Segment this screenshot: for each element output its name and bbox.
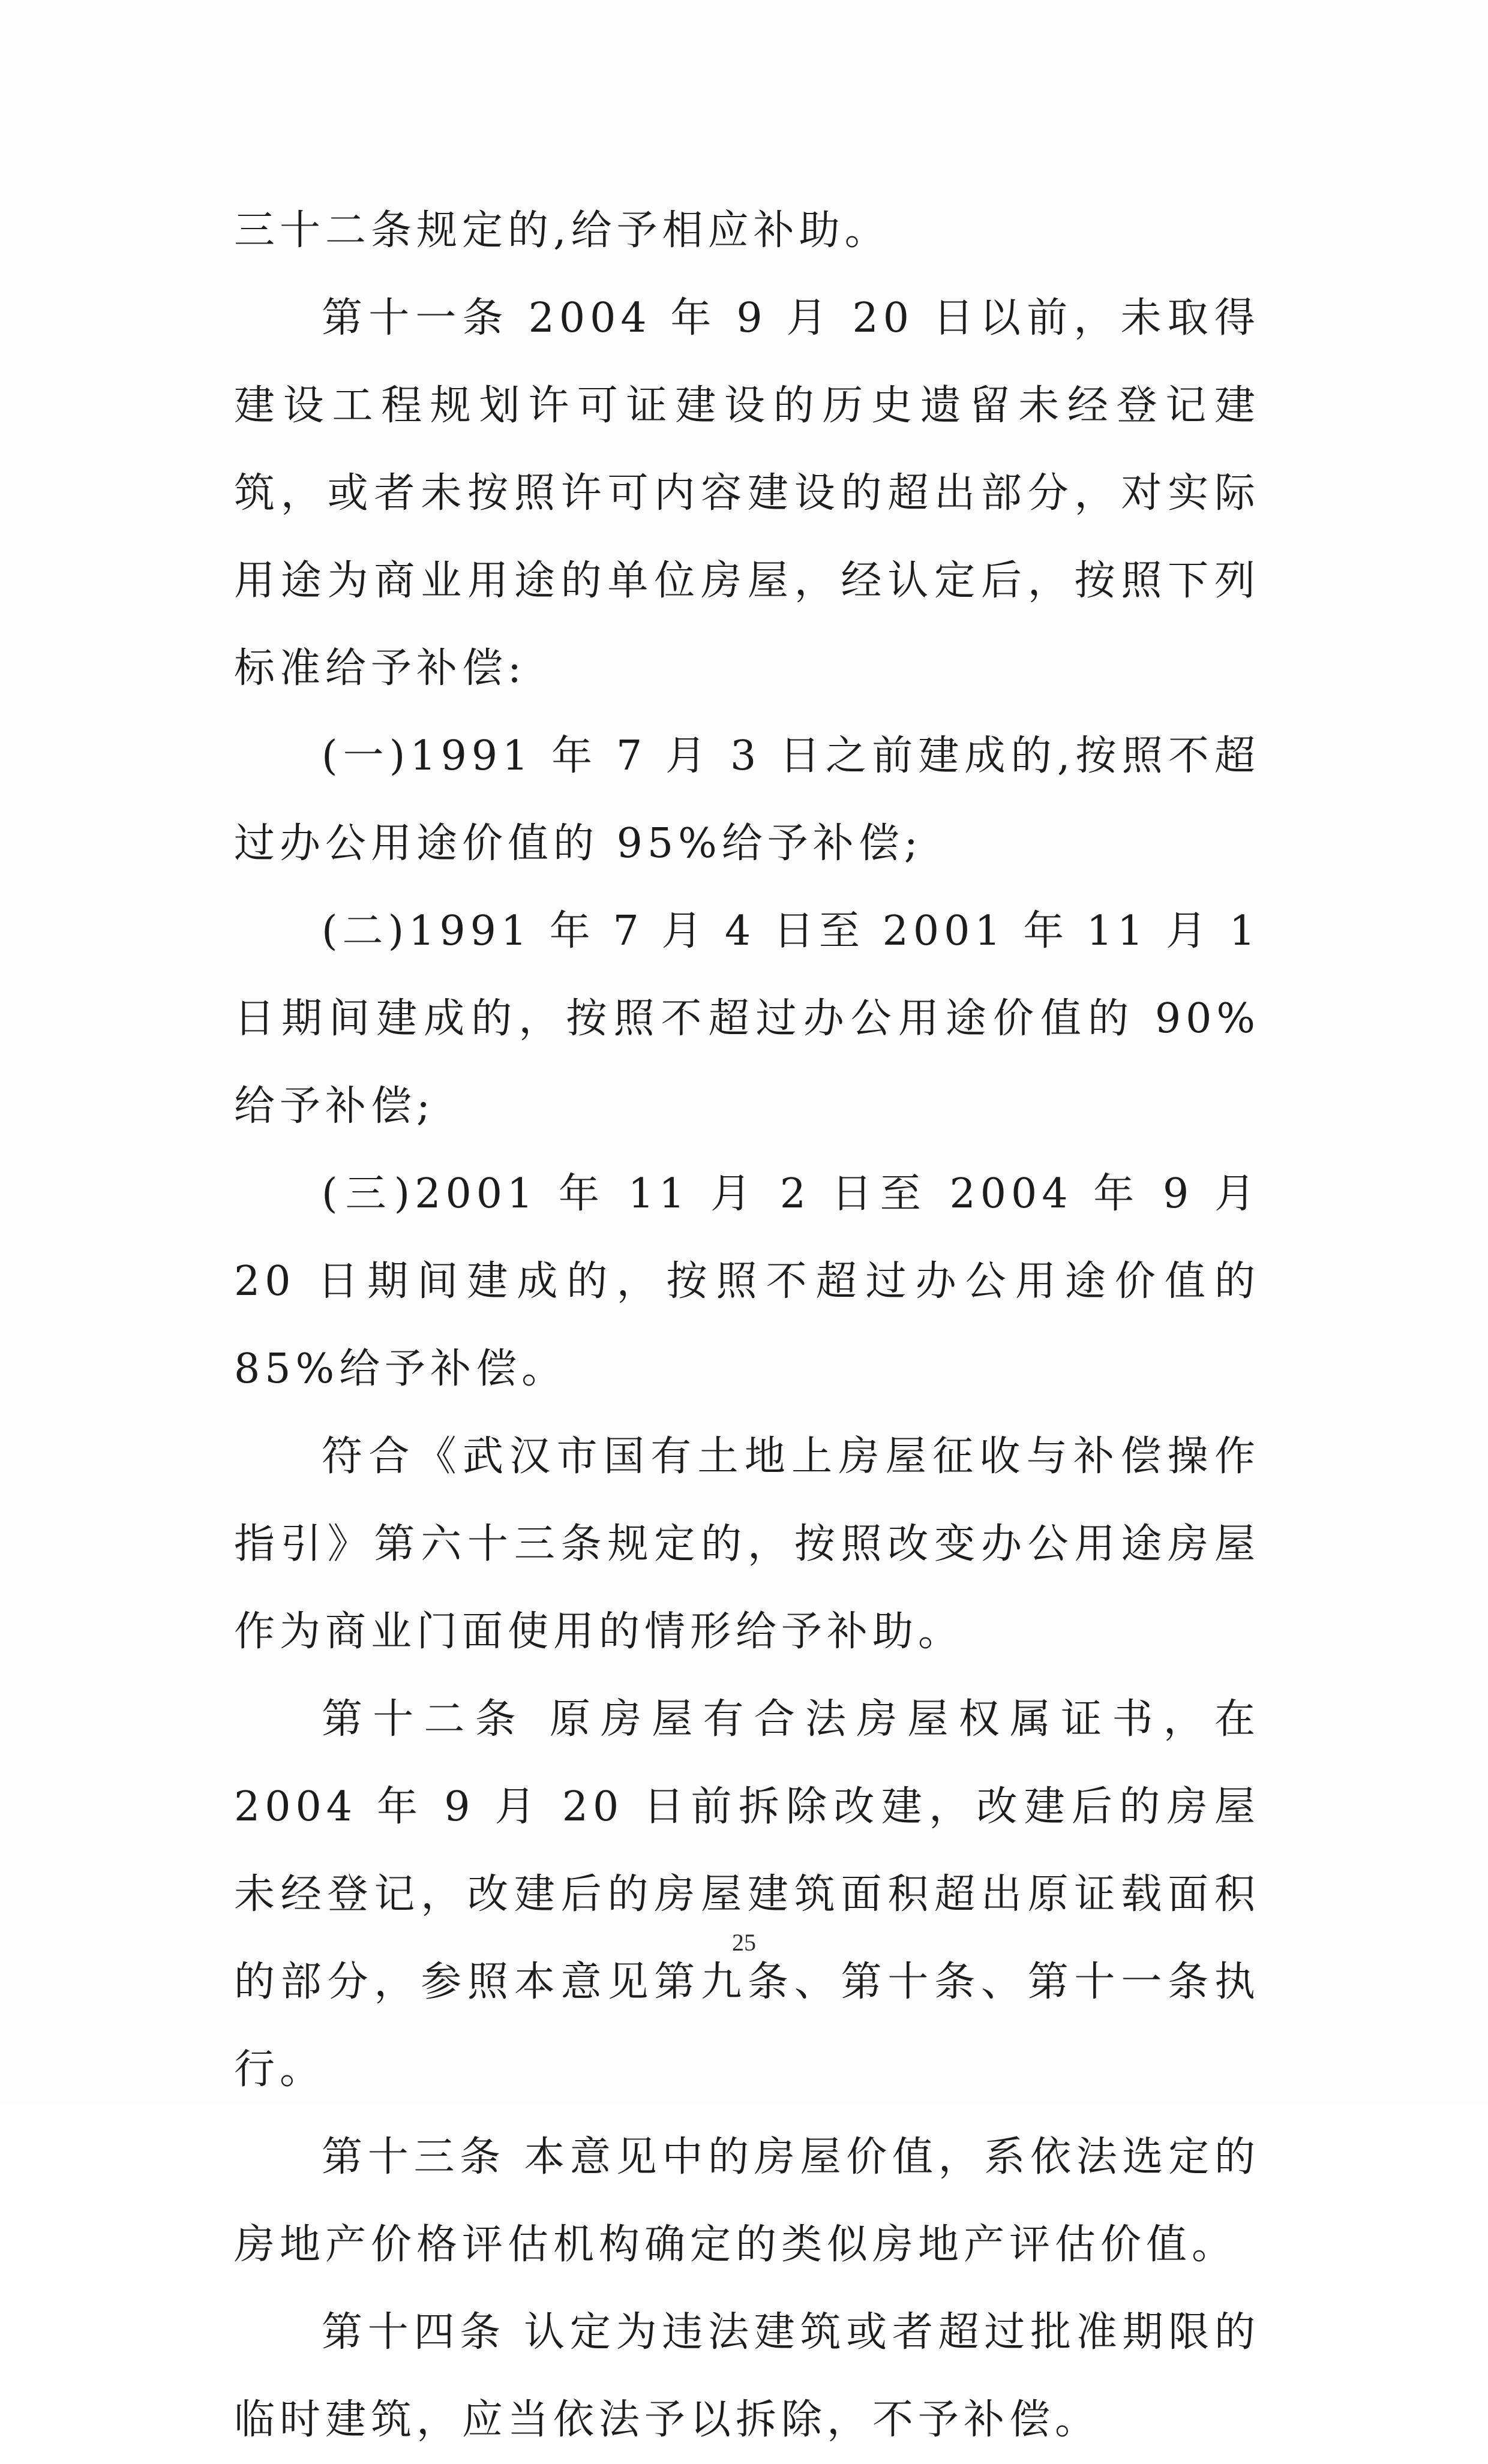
paragraph-item-3: (三)2001 年 11 月 2 日至 2004 年 9 月 20 日期间建成的，按照不超过办公用途价值的 85%给予补偿。	[234, 1170, 1260, 1393]
paragraph-continuation: 三十二条规定的,给予相应补助。	[234, 207, 890, 254]
paragraph-article-13: 第十三条 本意见中的房屋价值，系依法选定的房地产价格评估机构确定的类似房地产评估价值。	[234, 2134, 1260, 2268]
page-number: 25	[732, 1929, 756, 1956]
document-body	[234, 187, 1260, 2464]
paragraph-item-2: (二)1991 年 7 月 4 日至 2001 年 11 月 1 日期间建成的，按照不超过办公用途价值的 90%给予补偿;	[234, 908, 1260, 1130]
paragraph-article-11: 第十一条 2004 年 9 月 20 日以前，未取得建设工程规划许可证建设的历史遗留未经登记建筑，或者未按照许可内容建设的超出部分，对实际用途为商业用途的单位房屋，经认定后，按照下列标准给予补偿:	[234, 295, 1260, 692]
paragraph-item-1: (一)1991 年 7 月 3 日之前建成的,按照不超过办公用途价值的 95%给予补偿;	[234, 732, 1260, 867]
paragraph-article-14: 第十四条 认定为违法建筑或者超过批准期限的临时建筑，应当依法予以拆除，不予补偿。	[234, 2309, 1260, 2444]
paragraph-guideline-reference: 符合《武汉市国有土地上房屋征收与补偿操作指引》第六十三条规定的，按照改变办公用途房屋作为商业门面使用的情形给予补助。	[234, 1433, 1260, 1655]
paragraph-article-12: 第十二条 原房屋有合法房屋权属证书，在 2004 年 9 月 20 日前拆除改建，改建后的房屋未经登记，改建后的房屋建筑面积超出原证载面积的部分，参照本意见第九条、第十条、第十一条执行。	[234, 1696, 1260, 2093]
